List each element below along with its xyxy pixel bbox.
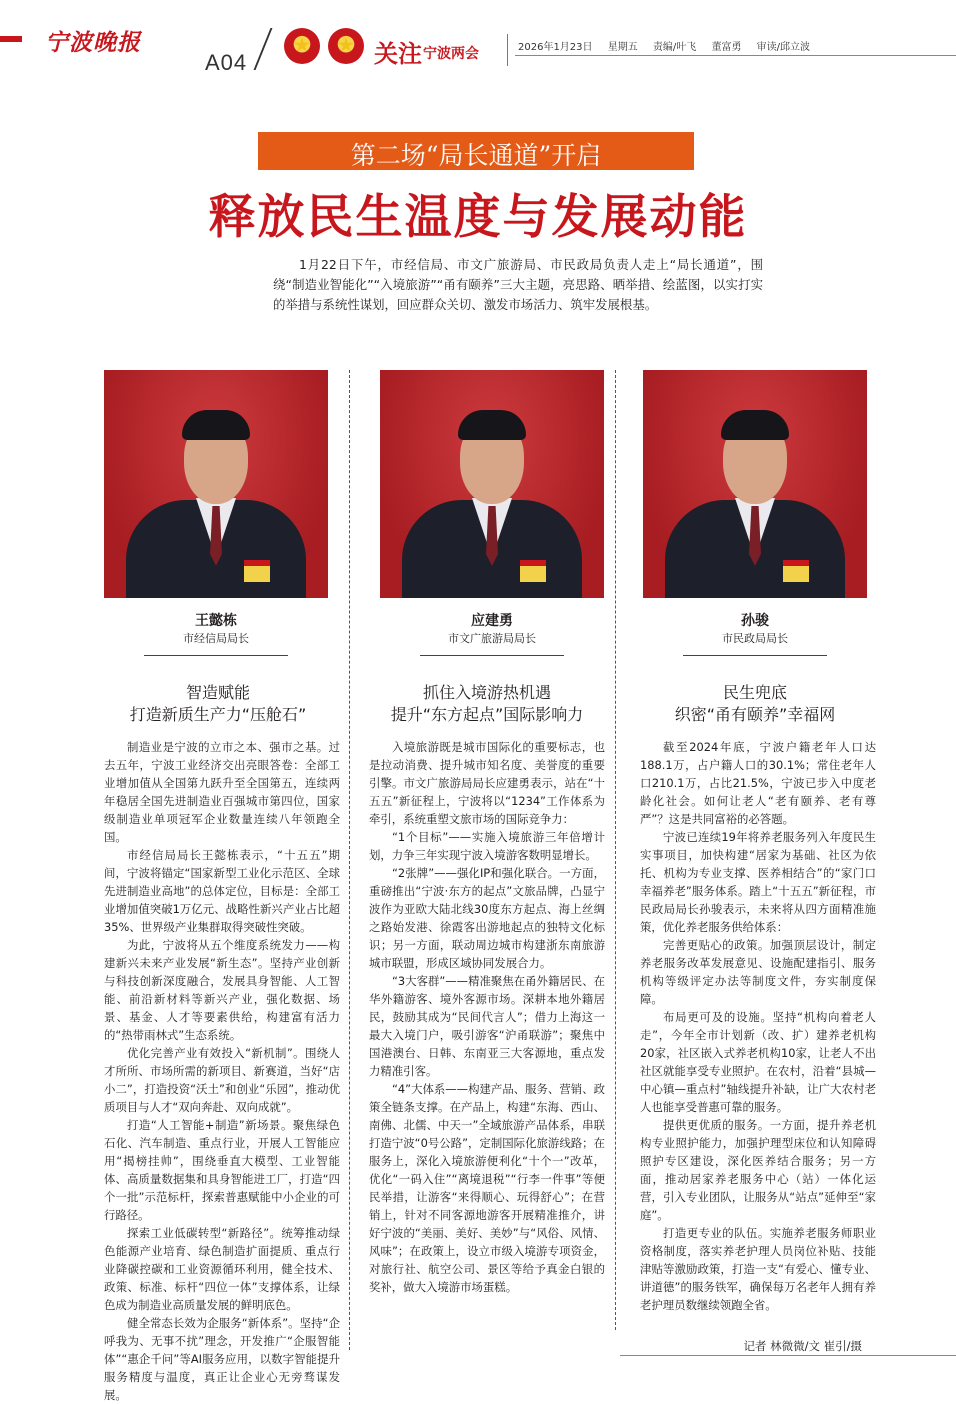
column-divider-1 [349, 370, 350, 1350]
newspaper-name: 宁波晚报 [45, 29, 141, 56]
footer-rule [620, 1355, 956, 1356]
column-divider-2 [615, 370, 616, 1330]
name-rule-3 [683, 655, 827, 656]
subheadline-1-line1: 智造赋能 [185, 683, 250, 702]
issue-date: 2026年1月23日 [518, 42, 593, 53]
issue-weekday: 星期五 [607, 42, 638, 53]
main-headline: 释放民生温度与发展动能 [208, 190, 748, 245]
name-rule-2 [420, 655, 564, 656]
masthead-accent-bar [0, 36, 22, 42]
portrait-photo-3 [643, 370, 867, 598]
body-paragraph: “4”大体系——构建产品、服务、营销、政策全链条支撑。在产品上，构建“东海、西山、南佛、北儒、中天一”全域旅游产品体系，串联打造宁波“0号公路”，定制国际化旅游线路；在服务上，深化入境旅游便利化“十个一”改革，优化“一码入住”“离境退税”“行李一件事”等便民举措，让游客“来得顺心、玩得舒心”；在营销上，针对不同客源地游客开展精准推介，讲好宁波的“美丽、美好、美妙”与“风俗、风情、风味”；在政策上，设立市级入境游专项资金，对旅行社、航空公司、景区等给予真金白银的奖补，做大入境游市场蛋糕。 [369, 1082, 605, 1294]
kicker-text: 第二场“局长通道”开启 [350, 141, 602, 170]
body-paragraph: 截至2024年底，宁波户籍老年人口达188.1万，占户籍人口的30.1%；常住老年人口210.1万，占比21.5%，宁波已步入中度老龄化社会。如何让老人“老有颐养、老有尊严”？这是共同富裕的必答题。 [640, 740, 876, 826]
body-paragraph: “3大客群”——精准聚焦在甬外籍居民、在华外籍游客、境外客源市场。深耕本地外籍居民，鼓励其成为“民间代言人”；借力上海这一最大入境门户，吸引游客“沪甬联游”；聚焦中国港澳台、日韩、东南亚三大客源地，重点发力精准引客。 [369, 974, 605, 1078]
body-paragraph: 优化完善产业有效投入“新机制”。围绕人才所所、市场所需的新项目、新赛道，当好“店小二”，打造投资“沃土”和创业“乐园”，推动优质项目与人才“双向奔赴、双向成就”。 [104, 1046, 340, 1114]
person-role-3: 市民政局局长 [722, 632, 788, 645]
person-role-1: 市经信局局长 [183, 632, 249, 645]
body-paragraph: 探索工业低碳转型“新路径”。统筹推动绿色能源产业培育、绿色制造扩面提质、重点行业降碳控碳和工业资源循环利用，健全技术、政策、标准、标杆“四位一体”支撑体系，让绿色成为制造业高质量发展的鲜明底色。 [104, 1226, 340, 1312]
body-paragraph: 市经信局局长王懿栋表示，“十五五”期间，宁波将锚定“国家新型工业化示范区、全球先进制造业高地”的总体定位，目标是：全部工业增加值突破1万亿元、战略性新兴产业占比超35%、世界级产业集群取得突破性突破。 [104, 848, 340, 934]
subheadline-3 [630, 682, 880, 726]
column-body-2 [369, 738, 605, 1296]
body-paragraph: 健全常态长效为企服务“新体系”。坚持“企呼我为、无事不扰”理念，开发推广“企服智能体”“惠企千问”等AI服务应用，以数字智能提升服务精度与温度，真正让企业心无旁骛谋发展。 [104, 1316, 340, 1402]
byline: 记者 林微微/文 崔引/摄 [743, 1339, 862, 1353]
subheadline-3-line1: 民生兜底 [722, 683, 787, 702]
column-body-1 [104, 738, 340, 1404]
masthead-divider [507, 34, 508, 66]
subheadline-2-line2: 提升“东方起点”国际影响力 [390, 705, 584, 724]
person-name-2: 应建勇 [471, 613, 513, 629]
subheadline-1 [93, 682, 343, 726]
subheadline-2-line1: 抓住入境游热机遇 [422, 683, 551, 702]
masthead-slash-divider [254, 28, 273, 70]
subheadline-3-line2: 织密“甬有颐养”幸福网 [674, 705, 836, 724]
column-body-3 [640, 738, 876, 1314]
body-paragraph: 完善更贴心的政策。加强顶层设计，制定养老服务改革发展意见、设施配建指引、服务机构等级评定办法等制度文件，夯实制度保障。 [640, 938, 876, 1006]
body-paragraph: 为此，宁波将从五个维度系统发力——构建新兴未来产业发展“新生态”。坚持产业创新与科技创新深度融合，发展具身智能、人工智能、前沿新材料等新兴产业，强化数据、场景、基金、人才等要素供给，构建富有活力的“热带雨林式”生态系统。 [104, 938, 340, 1042]
editor-credit: 责编/叶飞 [652, 42, 697, 53]
national-emblem-icon [284, 28, 320, 64]
name-rule-1 [144, 655, 288, 656]
body-paragraph: 宁波已连续19年将养老服务列入年度民生实事项目，加快构建“居家为基础、社区为依托、机构为专业支撑、医养相结合”的“家门口幸福养老”服务体系。踏上“十五五”新征程，市民政局局长孙骏表示，未来将从四方面精准施策，优化养老服务供给体系： [640, 830, 876, 934]
lead-paragraph: 1月22日下午，市经信局、市文广旅游局、市民政局负责人走上“局长通道”，围绕“制造业智能化”“入境旅游”“甬有颐养”三大主题，亮思路、晒举措、绘蓝图，以实打实的举措与系统性谋划，回应群众关切、激发市场活力、筑牢发展根基。 [273, 257, 763, 312]
subheadline-1-line2: 打造新质生产力“压舱石” [129, 705, 307, 724]
person-role-2: 市文广旅游局局长 [448, 632, 536, 645]
person-name-3: 孙骏 [741, 613, 769, 629]
designer-credit: 董富勇 [711, 42, 742, 53]
portrait-photo-2 [380, 370, 604, 598]
section-title: 关注 [374, 39, 422, 68]
subheadline-2 [362, 682, 612, 726]
masthead-meta [518, 38, 822, 53]
page-number: A04 [205, 50, 248, 75]
body-paragraph: “2张牌”——强化IP和强化联合。一方面，重磅推出“宁波·东方的起点”文旅品牌，凸显宁波作为亚欧大陆北线30度东方起点、海上丝绸之路始发港、徐霞客出游地起点的独特文化标识；另一方面，联动周边城市构建浙东南旅游城市联盟，形成区域协同发展合力。 [369, 866, 605, 970]
body-paragraph: 布局更可及的设施。坚持“机构向着老人走”，今年全市计划新（改、扩）建养老机构20家，社区嵌入式养老机构10家，让老人不出社区就能享受专业照护。在农村，沿着“县城—中心镇—重点村”轴线提升补缺，让广大农村老人也能享受普惠可靠的服务。 [640, 1010, 876, 1114]
section-subtitle: 宁波两会 [423, 46, 479, 62]
cppcc-emblem-icon [328, 28, 364, 64]
masthead-rule [515, 55, 956, 56]
body-paragraph: 制造业是宁波的立市之本、强市之基。过去五年，宁波工业经济交出亮眼答卷：全部工业增加值从全国第九跃升至全国第五，连续两年稳居全国先进制造业百强城市第四位，国家级制造业单项冠军企业数量连续八年领跑全国。 [104, 740, 340, 844]
body-paragraph: 提供更优质的服务。一方面，提升养老机构专业照护能力，加强护理型床位和认知障碍照护专区建设，深化医养结合服务；另一方面，推动居家养老服务中心（站）一体化运营，引入专业团队，让服务从“站点”延伸至“家庭”。 [640, 1118, 876, 1222]
body-paragraph: 打造更专业的队伍。实施养老服务师职业资格制度，落实养老护理人员岗位补贴、技能津贴等激励政策，打造一支“有爱心、懂专业、讲道德”的服务铁军，确保每万名老年人拥有养老护理员数继续领跑全省。 [640, 1226, 876, 1312]
proofreader-credit: 审读/邱立波 [756, 42, 811, 53]
body-paragraph: “1个目标”——实施入境旅游三年倍增计划，力争三年实现宁波入境游客数明显增长。 [369, 830, 605, 862]
body-paragraph: 打造“人工智能+制造”新场景。聚焦绿色石化、汽车制造、重点行业，开展人工智能应用“揭榜挂帅”，围绕垂直大模型、工业智能体、高质量数据集和具身智能进工厂，打造“四个一批”示范标杆，探索普惠赋能中小企业的可行路径。 [104, 1118, 340, 1222]
person-name-1: 王懿栋 [195, 613, 237, 629]
portrait-photo-1 [104, 370, 328, 598]
body-paragraph: 入境旅游既是城市国际化的重要标志，也是拉动消费、提升城市知名度、美誉度的重要引擎。市文广旅游局局长应建勇表示，站在“十五五”新征程上，宁波将以“1234”工作体系为牵引，系统重塑文旅市场的国际竞争力： [369, 740, 605, 826]
